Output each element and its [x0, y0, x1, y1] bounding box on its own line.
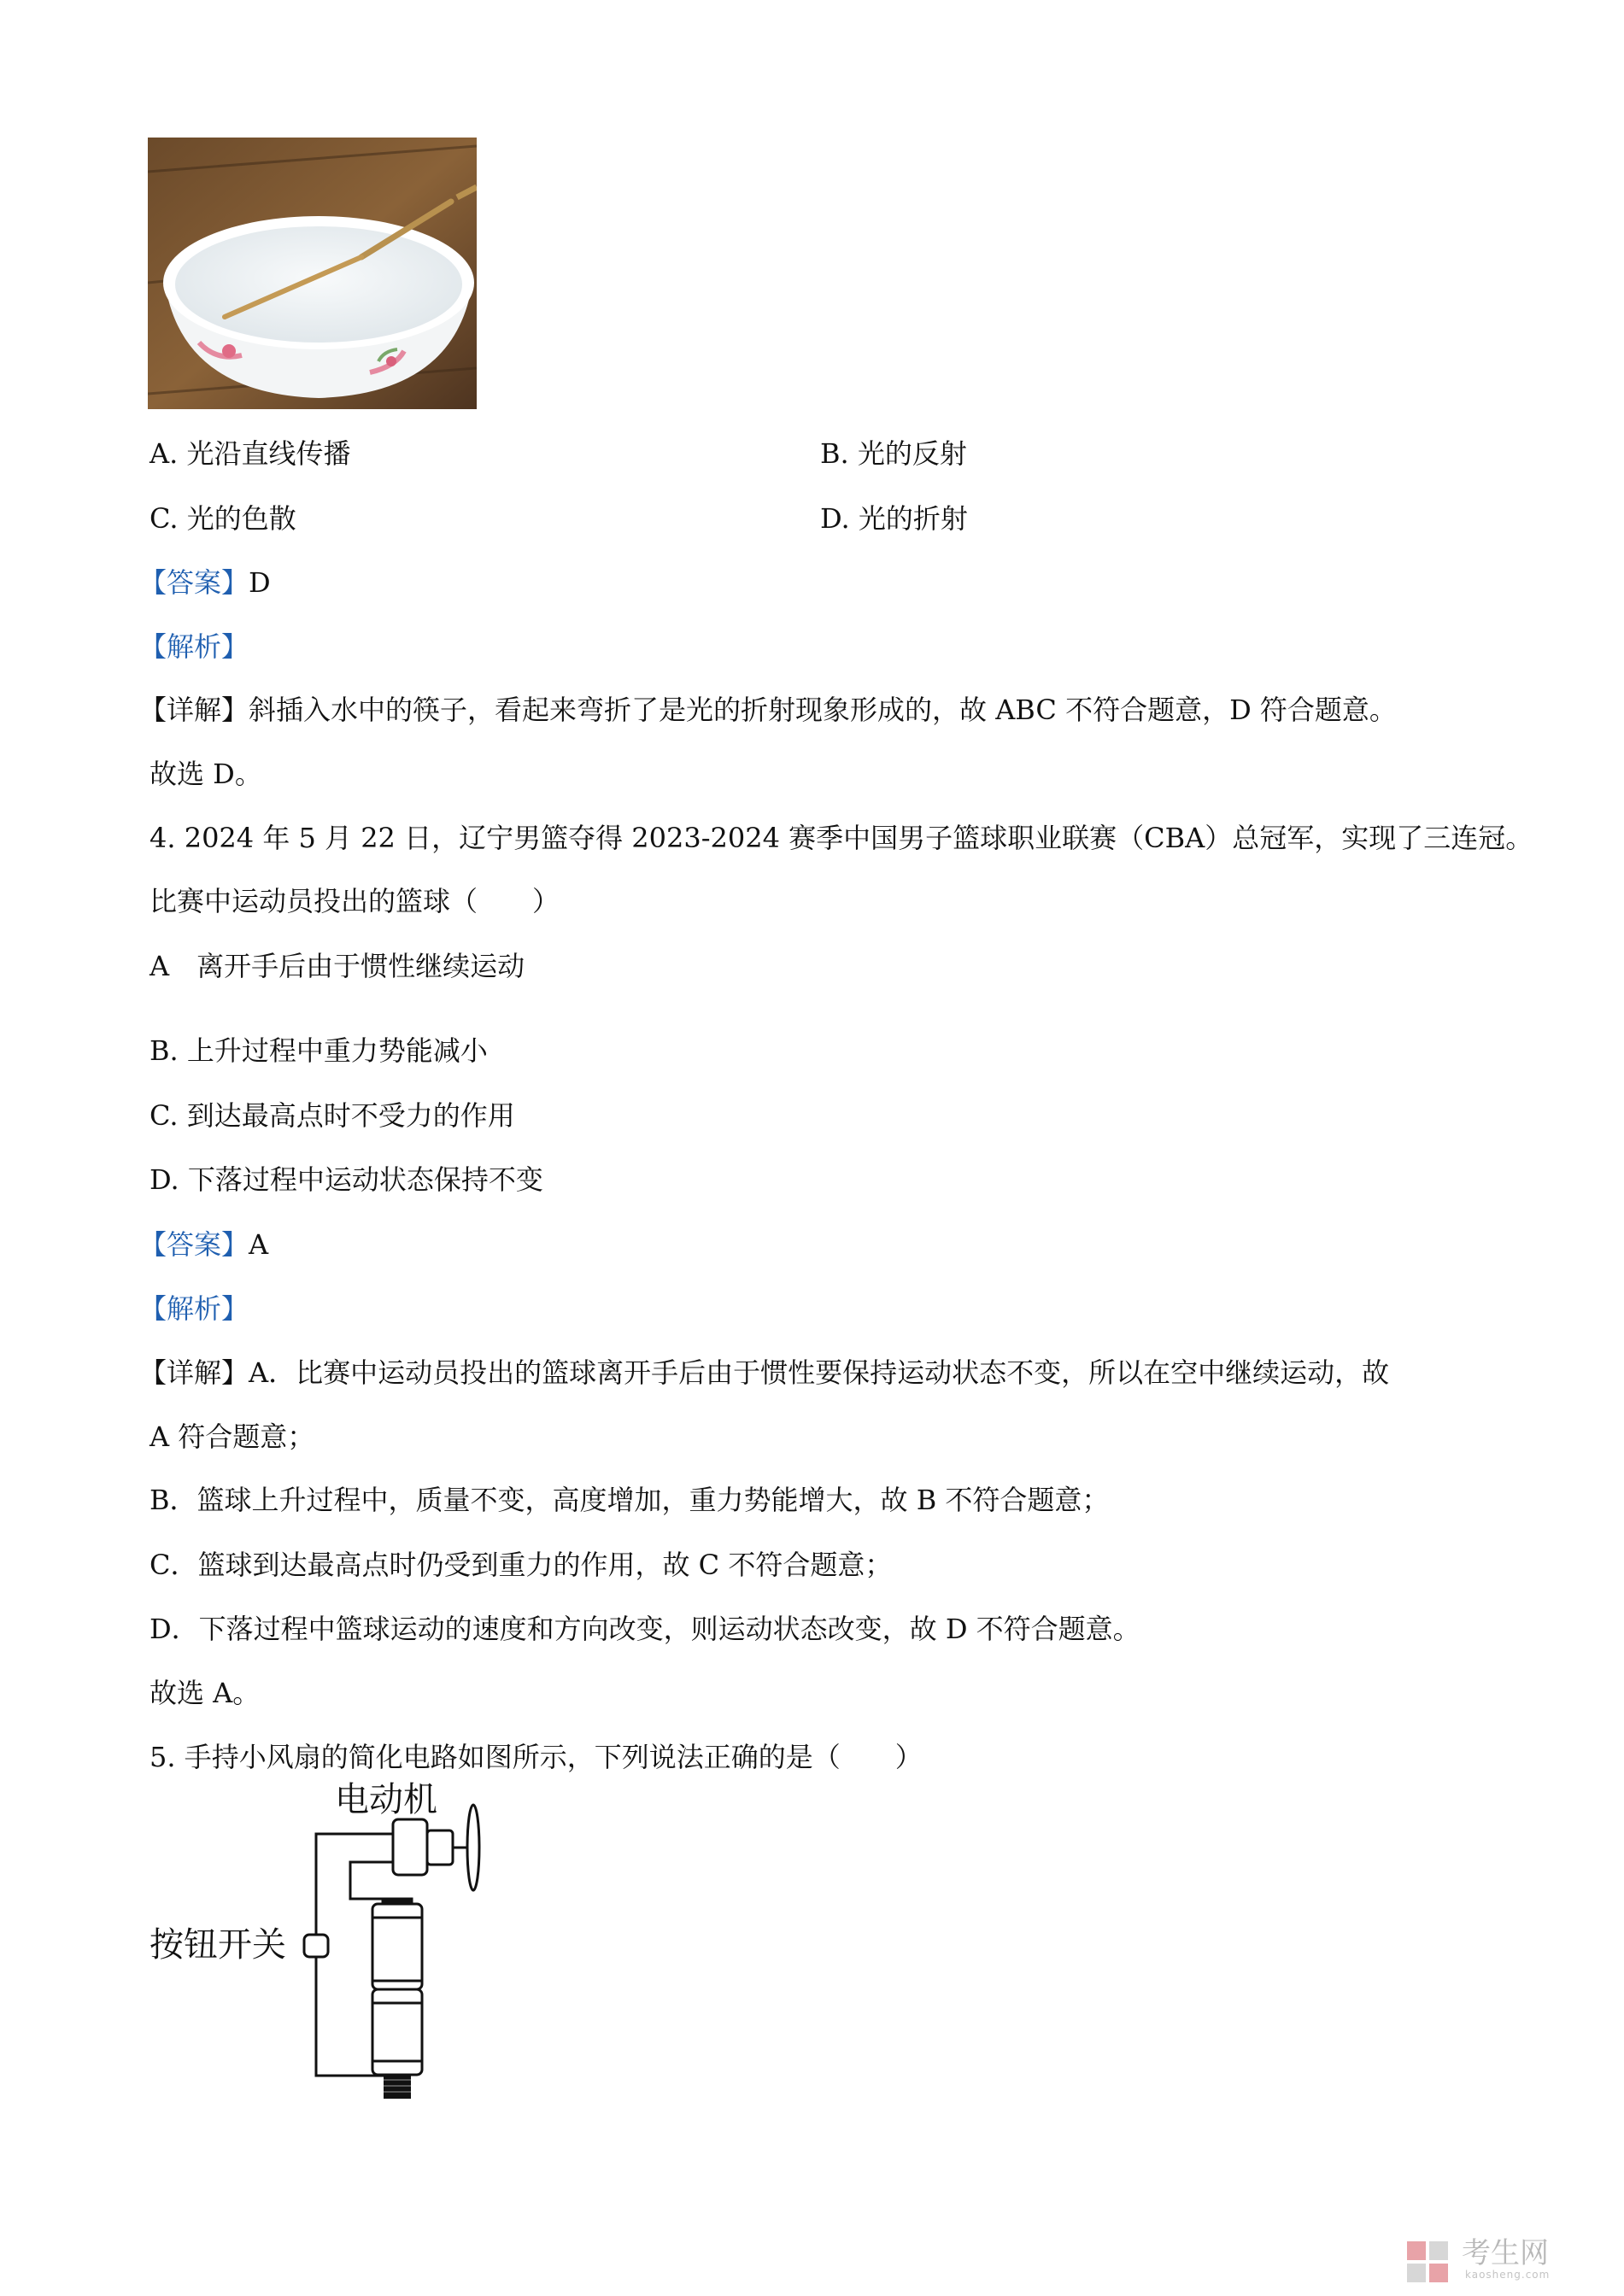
- bowl-chopstick-photo: [148, 138, 477, 409]
- q4-option-d: D. 下落过程中运动状态保持不变: [150, 1163, 543, 1196]
- q4-option-c: C. 到达最高点时不受力的作用: [150, 1099, 515, 1132]
- q4-detail-line2: A 符合题意；: [150, 1420, 315, 1453]
- q3-analysis-tag: 【解析】: [139, 630, 249, 663]
- switch-label: 按钮开关: [150, 1925, 286, 1965]
- q4-option-b: B. 上升过程中重力势能减小: [150, 1034, 488, 1067]
- q4-conclusion: 故选 A。: [150, 1677, 261, 1709]
- q4-option-a: A 离开手后由于惯性继续运动: [150, 950, 525, 982]
- q4-detail-d: D．下落过程中篮球运动的速度和方向改变，则运动状态改变，故 D 不符合题意。: [150, 1613, 1140, 1645]
- q3-conclusion: 故选 D。: [150, 758, 262, 790]
- answer-value: A: [249, 1228, 269, 1261]
- q5-stem: 5. 手持小风扇的简化电路如图所示，下列说法正确的是（ ）: [150, 1741, 923, 1773]
- detail-tag: 【详解】: [139, 694, 249, 726]
- q4-detail-line1: [139, 1356, 1389, 1390]
- q4-stem-line2: 比赛中运动员投出的篮球（ ）: [150, 885, 560, 917]
- q3-answer: [139, 565, 271, 600]
- q4-stem-line1: 4. 2024 年 5 月 22 日，辽宁男篮夺得 2023-2024 赛季中国男子篮球职业联赛（CBA）总冠军，实现了三连冠。: [150, 822, 1533, 854]
- answer-tag: 【答案】: [139, 566, 249, 599]
- detail-tag: 【详解】: [139, 1356, 249, 1389]
- motor-label: 电动机: [335, 1780, 437, 1819]
- site-watermark: [1405, 2236, 1593, 2284]
- q3-option-b: B. 光的反射: [820, 437, 967, 470]
- q3-option-d: D. 光的折射: [820, 502, 968, 535]
- q3-detail: [139, 693, 1397, 727]
- q3-option-a: A. 光沿直线传播: [150, 437, 351, 470]
- detail-text: A．比赛中运动员投出的篮球离开手后由于惯性要保持运动状态不变，所以在空中继续运动，故: [249, 1356, 1390, 1389]
- logo-icon: [1405, 2238, 1453, 2286]
- fan-circuit-diagram: [145, 1780, 504, 2106]
- watermark-url: kaosheng.com: [1465, 2269, 1551, 2281]
- detail-text: 斜插入水中的筷子，看起来弯折了是光的折射现象形成的，故 ABC 不符合题意，D 符合题意。: [249, 694, 1397, 726]
- watermark-text: 考生网: [1462, 2236, 1549, 2270]
- q4-analysis-tag: 【解析】: [139, 1292, 249, 1325]
- q4-detail-b: B．篮球上升过程中，质量不变，高度增加，重力势能增大，故 B 不符合题意；: [150, 1484, 1110, 1516]
- q4-answer: [139, 1227, 268, 1262]
- answer-value: D: [249, 566, 271, 599]
- q3-option-c: C. 光的色散: [150, 502, 296, 535]
- answer-tag: 【答案】: [139, 1228, 249, 1261]
- q4-detail-c: C．篮球到达最高点时仍受到重力的作用，故 C 不符合题意；: [150, 1549, 893, 1581]
